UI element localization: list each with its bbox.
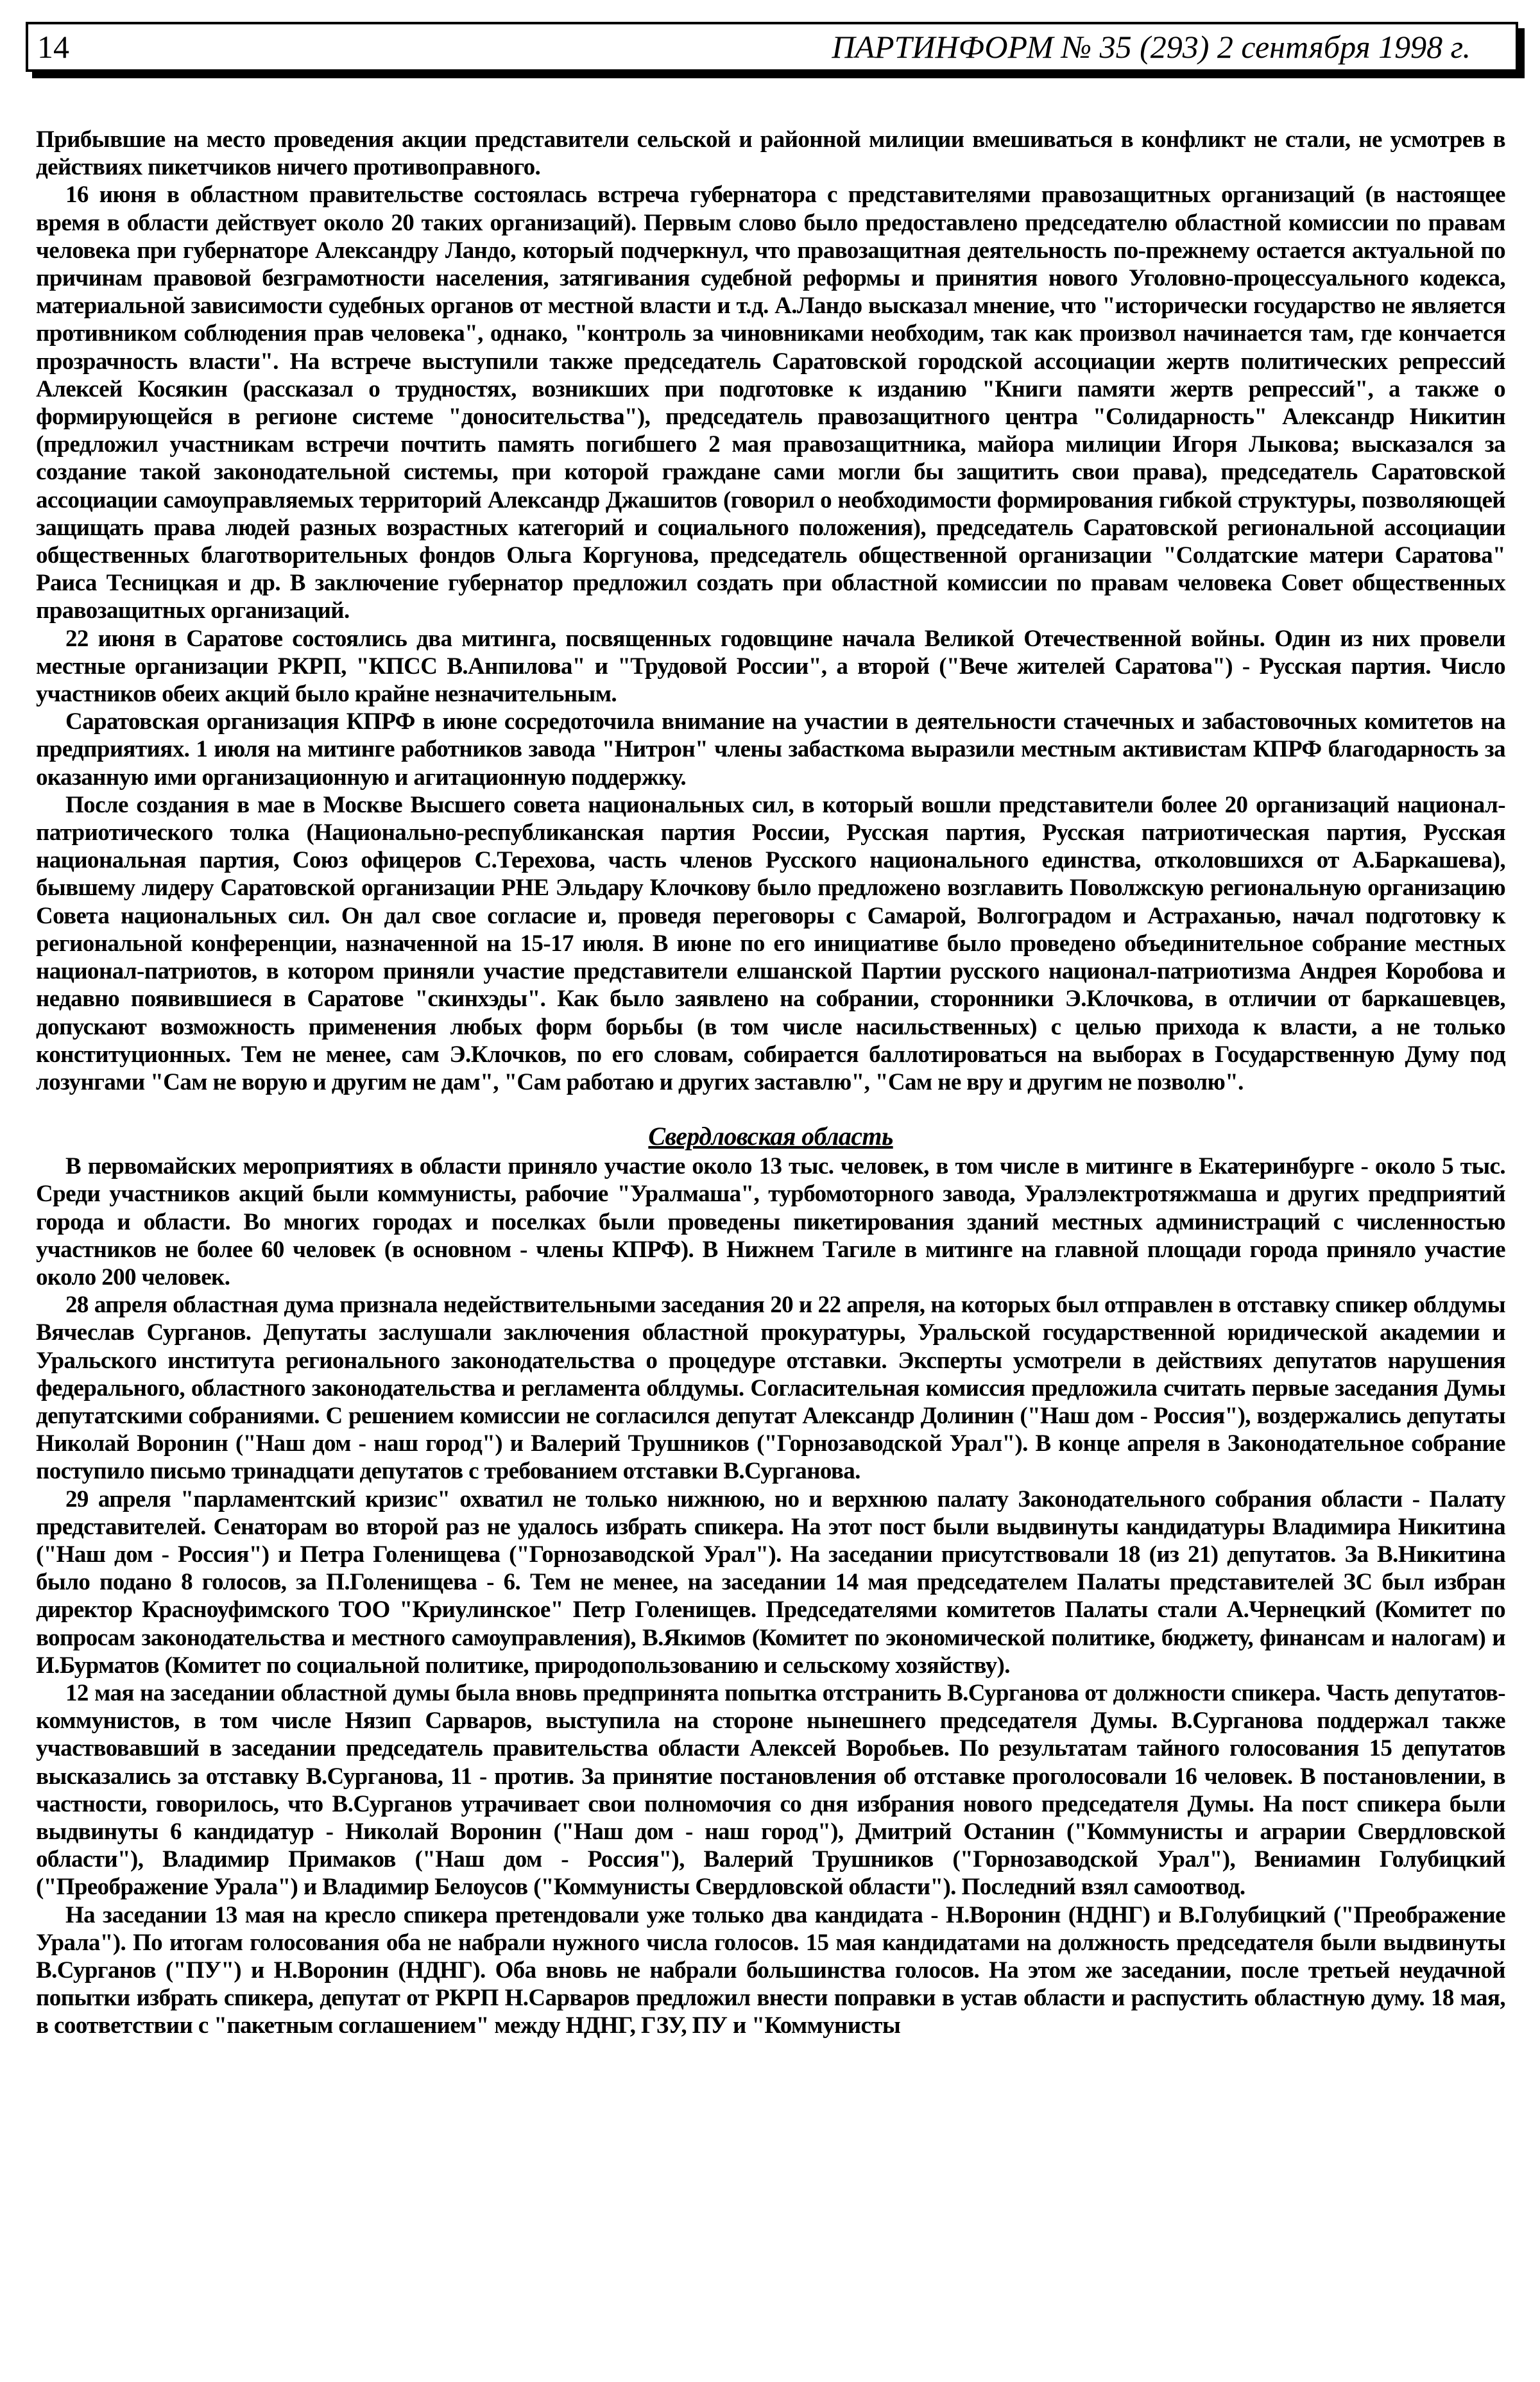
paragraph: 16 июня в областном правительстве состоялась встреча губернатора с представителями правозащитных организаций (в настоящее время в области действует около 20 таких организаций). Первым слово было предоставлено председателю областной комиссии по правам человека при губернаторе Александру Ландо, который подчеркнул, что правозащитная деятельность по-прежнему остается актуальной по причинам правовой безграмотности населения, затягивания судебной реформы и принятия нового Уголовно-процессуального кодекса, материальной зависимости судебных органов от местной власти и т.д. А.Ландо высказал мнение, что "исторически государство не является противником соблюдения прав человека", однако, "контроль за чиновниками необходим, так как произвол начинается там, где кончается прозрачность власти". На встрече выступили также председатель Саратовской городской ассоциации жертв политических репрессий Алексей Косякин (рассказал о трудностях, возникших при подготовке к изданию "Книги памяти жертв репрессий", а также о формирующейся в регионе системе "доносительства"), председатель правозащитного центра "Солидарность" Александр Никитин (предложил участникам встречи почтить память погибшего 2 мая правозащитника, майора милиции Игоря Лыкова; высказался за создание такой законодательной системы, при которой граждане сами могли бы защитить свои права), председатель Саратовской ассоциации самоуправляемых территорий Александр Джашитов (говорил о необходимости формирования гибкой структуры, позволяющей защищать права людей разных возрастных категорий и социального положения), председатель Саратовской региональной ассоциации общественных благотворительных фондов Ольга Коргунова, председатель общественной организации "Солдатские матери Саратова" Раиса Тесницкая и др. В заключение губернатор предложил создать при областной комиссии по правам человека Совет общественных правозащитных организаций.: [36, 182, 1505, 624]
page-number: 14: [37, 29, 69, 65]
section-title: Свердловская область: [648, 1122, 893, 1151]
paragraph: 22 июня в Саратове состоялись два митинга, посвященных годовщине начала Великой Отечественной войны. Один из них провели местные организации РКРП, "КПСС В.Анпилова" и "Трудовой России", а второй ("Вече жителей Саратова") - Русская партия. Число участников обеих акций было крайне незначительным.: [36, 625, 1505, 708]
page-header: [26, 22, 1518, 72]
paragraph: 29 апреля "парламентский кризис" охватил не только нижнюю, но и верхнюю палату Законодательного собрания области - Палату представителей. Сенаторам во второй раз не удалось избрать спикера. На этот пост были выдвинуты кандидатуры Владимира Никитина ("Наш дом - Россия") и Петра Голенищева ("Горнозаводской Урал"). На заседании присутствовали 18 (из 21) депутатов. За В.Никитина было подано 8 голосов, за П.Голенищева - 6. Тем не менее, на заседании 14 мая председателем Палаты представителей ЗС был избран директор Красноуфимского ТОО "Криулинское" Петр Голенищев. Председателями комитетов Палаты стали А.Чернецкий (Комитет по вопросам законодательства и местного самоуправления), В.Якимов (Комитет по экономической политике, бюджету, финансам и налогам) и И.Бурматов (Комитет по социальной политике, природопользованию и сельскому хозяйству).: [36, 1486, 1505, 1679]
paragraph: В первомайских мероприятиях в области приняло участие около 13 тыс. человек, в том числе в митинге в Екатеринбурге - около 5 тыс. Среди участников акций были коммунисты, рабочие "Уралмаша", турбомоторного завода, Уралэлектротяжмаша и других предприятий города и области. Во многих городах и поселках были проведены пикетирования зданий местных администраций с численностью участников не более 60 человек (в основном - члены КПРФ). В Нижнем Тагиле в митинге на главной площади города приняло участие около 200 человек.: [36, 1153, 1505, 1290]
paragraph: После создания в мае в Москве Высшего совета национальных сил, в который вошли представители более 20 организаций национал-патриотического толка (Национально-республиканская партия России, Русская партия, Русская патриотическая партия, Русская национальная партия, Союз офицеров С.Терехова, часть членов Русского национального единства, отколовшихся от А.Баркашева), бывшему лидеру Саратовской организации РНЕ Эльдару Клочкову было предложено возглавить Поволжскую региональную организацию Совета национальных сил. Он дал свое согласие и, проведя переговоры с Самарой, Волгоградом и Астраханью, начал подготовку к региональной конференции, назначенной на 15-17 июля. В июне по его инициативе было проведено объединительное собрание местных национал-патриотов, в котором приняли участие представители елшанской Партии русского национал-патриотизма Андрея Коробова и недавно появившиеся в Саратове "скинхэды". Как было заявлено на собрании, сторонники Э.Клочкова, в отличии от баркашевцев, допускают возможность применения любых форм борьбы (в том числе насильственных) с целью прихода к власти, а не только конституционных. Тем не менее, сам Э.Клочков, по его словам, собирается баллотироваться на выборах в Государственную Думу под лозунгами "Сам не ворую и другим не дам", "Сам работаю и других заставлю", "Сам не вру и другим не позволю".: [36, 791, 1505, 1095]
paragraph: 28 апреля областная дума признала недействительными заседания 20 и 22 апреля, на которых был отправлен в отставку спикер облдумы Вячеслав Сурганов. Депутаты заслушали заключения областной прокуратуры, Уральской государственной юридической академии и Уральского института регионального законодательства о процедуре отставки. Эксперты усмотрели в действиях депутатов нарушения федерального, областного законодательства и регламента облдумы. Согласительная комиссия предложила считать первые заседания Думы депутатскими собраниями. С решением комиссии не согласился депутат Александр Долинин ("Наш дом - Россия"), воздержались депутаты Николай Воронин ("Наш дом - наш город") и Валерий Трушников ("Горнозаводской Урал"). В конце апреля в Законодательное собрание поступило письмо тринадцати депутатов с требованием отставки В.Сурганова.: [36, 1292, 1505, 1485]
paragraph: 12 мая на заседании областной думы была вновь предпринята попытка отстранить В.Сурганова от должности спикера. Часть депутатов-коммунистов, в том числе Нязип Сарваров, выступила на стороне нынешнего председателя Думы. В.Сурганова поддержал также участвовавший в заседании председатель правительства области Алексей Воробьев. По результатам тайного голосования 15 депутатов высказались за отставку В.Сурганова, 11 - против. За принятие постановления об отставке проголосовали 16 человек. В постановлении, в частности, говорилось, что В.Сурганов утрачивает свои полномочия со дня избрания нового председателя Думы. На пост спикера были выдвинуты 6 кандидатур - Николай Воронин ("Наш дом - наш город"), Дмитрий Останин ("Коммунисты и аграрии Свердловской области"), Владимир Примаков ("Наш дом - Россия"), Валерий Трушников ("Горнозаводской Урал"), Вениамин Голубицкий ("Преображение Урала") и Владимир Белоусов ("Коммунисты Свердловской области"). Последний взял самоотвод.: [36, 1679, 1505, 1901]
publication-title: ПАРТИНФОРМ № 35 (293) 2 сентября 1998 г.: [832, 29, 1471, 65]
paragraph: На заседании 13 мая на кресло спикера претендовали уже только два кандидата - Н.Воронин (НДНГ) и В.Голубицкий ("Преображение Урала"). По итогам голосования оба не набрали нужного числа голосов. 15 мая кандидатами на должность председателя были выдвинуты В.Сурганов ("ПУ") и Н.Воронин (НДНГ). Оба вновь не набрали большинства голосов. На этом же заседании, после третьей неудачной попытки избрать спикера, депутат от РКРП Н.Сарваров предложил внести поправки в устав области и распустить областную думу. 18 мая, в соответствии с "пакетным соглашением" между НДНГ, ГЗУ, ПУ и "Коммунисты: [36, 1901, 1505, 2039]
paragraph: Прибывшие на место проведения акции представители сельской и районной милиции вмешиваться в конфликт не стали, не усмотрев в действиях пикетчиков ничего противоправного.: [36, 126, 1505, 181]
paragraph: Саратовская организация КПРФ в июне сосредоточила внимание на участии в деятельности стачечных и забастовочных комитетов на предприятиях. 1 июля на митинге работников завода "Нитрон" члены забасткома выразили местным активистам КПРФ благодарность за оказанную ими организационную и агитационную поддержку.: [36, 708, 1505, 791]
article-body: [36, 126, 1505, 2040]
